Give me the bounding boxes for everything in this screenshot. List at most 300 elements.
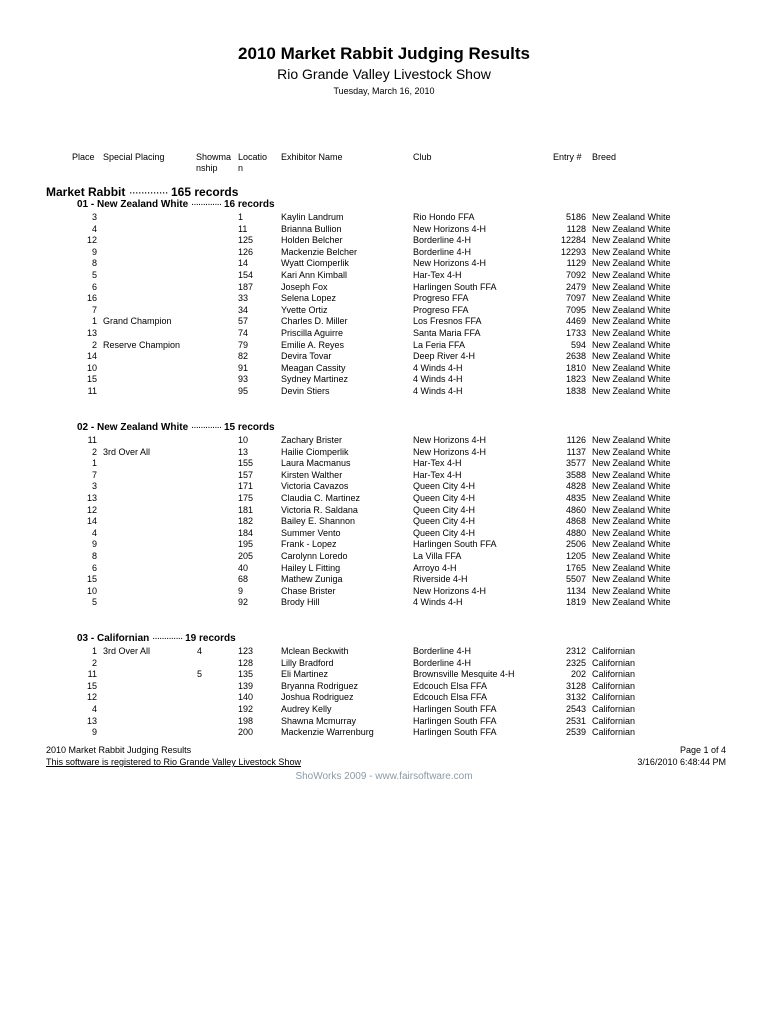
cell-club: Harlingen South FFA [413,281,497,292]
cell-location: 140 [238,692,254,703]
cell-club: New Horizons 4-H [413,446,487,457]
group-count: 19 records [185,633,236,644]
table-row [0,597,768,609]
cell-club: Borderline 4-H [413,235,472,246]
cell-entry: 5507 [565,574,586,585]
cell-entry: 2479 [565,281,586,292]
cell-exhibitor: Kari Ann Kimball [281,270,348,280]
cell-entry: 1733 [565,328,586,338]
cell-exhibitor: Bailey E. Shannon [281,516,356,527]
cell-breed: New Zealand White [592,493,671,503]
cell-location: 187 [238,281,254,292]
cell-entry: 2638 [565,351,586,362]
cell-club: Arroyo 4-H [413,562,457,573]
cell-breed: Californian [592,692,636,703]
cell-club: New Horizons 4-H [413,223,487,234]
cell-exhibitor: Selena Lopez [281,293,337,304]
cell-location: 68 [238,574,249,585]
cell-club: Queen City 4-H [413,504,476,515]
cell-breed: Californian [592,715,636,726]
cell-breed: New Zealand White [592,585,671,596]
cell-showmanship: 4 [196,646,202,656]
cell-place: 2 [91,657,97,668]
cell-entry: 1823 [565,374,586,385]
cell-exhibitor: Summer Vento [281,527,341,538]
cell-exhibitor: Emilie A. Reyes [281,339,345,350]
cell-place: 11 [87,435,97,445]
group-heading [77,422,275,433]
cell-exhibitor: Victoria Cavazos [281,481,349,492]
cell-breed: New Zealand White [592,246,671,257]
cell-entry: 1819 [565,597,586,608]
cell-location: 184 [238,527,254,538]
cell-location: 91 [238,362,249,373]
cell-exhibitor: Audrey Kelly [281,704,332,714]
table-row [0,258,768,270]
cell-entry: 2543 [565,704,586,714]
cell-breed: New Zealand White [592,458,671,469]
table-row [0,551,768,563]
cell-club: Brownsville Mesquite 4-H [413,669,515,680]
table-row [0,470,768,482]
table-row [0,669,768,681]
column-header-entry: Entry # [553,152,582,162]
table-row [0,282,768,294]
table-row [0,247,768,259]
table-row [0,505,768,517]
cell-entry: 12284 [560,235,586,246]
cell-club: Deep River 4-H [413,351,476,362]
table-row [0,681,768,693]
cell-entry: 4828 [565,481,586,492]
cell-breed: New Zealand White [592,516,671,527]
cell-location: 57 [238,316,249,327]
cell-location: 1 [238,212,244,222]
cell-location: 40 [238,562,249,573]
table-row [0,692,768,704]
cell-breed: New Zealand White [592,435,671,445]
cell-breed: New Zealand White [592,258,671,269]
cell-exhibitor: Priscilla Aguirre [281,328,344,338]
cell-location: 205 [238,551,254,561]
column-header-club: Club [413,152,432,162]
category-count: 165 records [171,185,239,199]
category-dots: ············· [128,185,168,199]
cell-exhibitor: Victoria R. Saldana [281,504,358,515]
cell-entry: 1128 [566,223,586,234]
cell-showmanship: 5 [196,669,202,680]
cell-special-placing: 3rd Over All [103,646,151,656]
cell-exhibitor: Bryanna Rodriguez [281,680,359,691]
table-row [0,658,768,670]
cell-club: Santa Maria FFA [413,328,481,338]
cell-entry: 4835 [565,493,586,503]
table-row [0,646,768,658]
cell-exhibitor: Frank - Lopez [281,539,337,550]
cell-place: 6 [91,562,97,573]
cell-breed: New Zealand White [592,504,671,515]
cell-exhibitor: Zachary Brister [281,435,343,445]
cell-breed: Californian [592,680,636,691]
cell-exhibitor: Kirsten Walther [281,469,343,480]
cell-entry: 7092 [565,270,586,280]
cell-place: 6 [91,281,97,292]
cell-exhibitor: Yvette Ortiz [281,304,328,315]
report-title: 2010 Market Rabbit Judging Results [238,44,530,63]
cell-location: 135 [238,669,254,680]
cell-place: 1 [91,646,97,656]
cell-place: 12 [86,692,97,703]
cell-place: 9 [91,246,97,257]
cell-breed: New Zealand White [592,469,671,480]
cell-special-placing: Reserve Champion [103,339,181,350]
table-row [0,458,768,470]
cell-place: 7 [91,304,97,315]
cell-exhibitor: Laura Macmanus [281,458,351,469]
cell-entry: 3132 [565,692,586,703]
cell-entry: 7097 [565,293,586,304]
cell-entry: 1134 [566,585,586,596]
group-heading [77,199,275,210]
cell-place: 3 [91,212,97,222]
cell-place: 9 [91,539,97,550]
group-count: 16 records [224,199,275,210]
cell-location: 123 [238,646,254,656]
cell-location: 198 [238,715,254,726]
category-heading [46,185,238,199]
cell-entry: 1810 [565,362,586,373]
cell-location: 13 [238,446,249,457]
cell-place: 1 [91,458,97,469]
cell-place: 15 [86,680,97,691]
column-header-place: Place [72,152,95,162]
cell-club: Harlingen South FFA [413,704,497,714]
cell-exhibitor: Mclean Beckwith [281,646,349,656]
cell-location: 126 [238,246,254,257]
footer-registration: This software is registered to Rio Grande Valley Livestock Show [46,757,301,767]
cell-breed: New Zealand White [592,212,671,222]
cell-location: 154 [238,270,254,280]
cell-entry: 2539 [565,727,586,738]
table-row [0,386,768,398]
cell-club: Har-Tex 4-H [413,469,462,480]
cell-location: 200 [238,727,254,738]
cell-club: Queen City 4-H [413,527,476,538]
cell-place: 15 [86,574,97,585]
cell-exhibitor: Devira Tovar [281,351,332,362]
cell-entry: 3128 [565,680,586,691]
cell-club: Har-Tex 4-H [413,458,462,469]
report-subtitle: Rio Grande Valley Livestock Show [277,66,491,82]
cell-club: Queen City 4-H [413,516,476,527]
cell-place: 9 [91,727,97,738]
cell-place: 10 [86,585,97,596]
cell-place: 4 [91,527,97,538]
group-name: 03 - Californian [77,633,150,644]
cell-location: 9 [238,585,244,596]
column-header-location: Location [238,152,268,173]
cell-breed: New Zealand White [592,281,671,292]
cell-breed: New Zealand White [592,539,671,550]
table-row [0,328,768,340]
cell-club: 4 Winds 4-H [413,374,463,385]
cell-breed: Californian [592,727,636,738]
cell-breed: New Zealand White [592,362,671,373]
footer-report-name: 2010 Market Rabbit Judging Results [46,745,192,755]
table-row [0,704,768,716]
cell-breed: Californian [592,704,636,714]
cell-breed: New Zealand White [592,316,671,327]
cell-breed: New Zealand White [592,223,671,234]
cell-entry: 1205 [565,551,586,561]
cell-club: Rio Hondo FFA [413,212,475,222]
table-row [0,481,768,493]
cell-location: 195 [238,539,254,550]
cell-exhibitor: Holden Belcher [281,235,343,246]
cell-location: 192 [238,704,254,714]
cell-club: Borderline 4-H [413,246,472,257]
cell-club: Queen City 4-H [413,493,476,503]
cell-breed: Californian [592,646,636,656]
cell-location: 95 [238,386,249,396]
column-header-special-placing: Special Placing [103,152,165,162]
cell-club: Borderline 4-H [413,657,472,668]
cell-entry: 1126 [566,435,586,445]
cell-place: 2 [91,339,97,350]
cell-club: Queen City 4-H [413,481,476,492]
table-row [0,351,768,363]
cell-location: 92 [238,597,249,608]
cell-place: 4 [91,223,97,234]
column-header-exhibitor: Exhibitor Name [281,152,343,162]
cell-location: 11 [238,223,248,234]
cell-club: 4 Winds 4-H [413,386,463,396]
footer-timestamp: 3/16/2010 6:48:44 PM [637,757,726,767]
cell-entry: 1137 [566,446,586,457]
cell-exhibitor: Lilly Bradford [281,657,334,668]
cell-breed: New Zealand White [592,339,671,350]
cell-club: Edcouch Elsa FFA [413,692,488,703]
cell-entry: 1838 [565,386,586,396]
table-row [0,586,768,598]
cell-breed: New Zealand White [592,374,671,385]
table-row [0,224,768,236]
cell-exhibitor: Wyatt Ciomperlik [281,258,349,269]
cell-club: Edcouch Elsa FFA [413,680,488,691]
cell-location: 139 [238,680,254,691]
cell-location: 125 [238,235,254,246]
cell-breed: Californian [592,669,636,680]
cell-club: Borderline 4-H [413,646,472,656]
cell-special-placing: 3rd Over All [103,446,151,457]
cell-entry: 2312 [565,646,586,656]
cell-exhibitor: Mathew Zuniga [281,574,343,585]
table-row [0,212,768,224]
column-header-showmanship: Showmanship [196,152,232,173]
cell-breed: New Zealand White [592,386,671,396]
cell-place: 11 [87,386,97,396]
cell-location: 74 [238,328,249,338]
cell-entry: 2325 [565,657,586,668]
cell-entry: 4860 [565,504,586,515]
cell-entry: 202 [570,669,586,680]
cell-place: 13 [86,715,97,726]
cell-club: Riverside 4-H [413,574,468,585]
cell-place: 5 [91,270,97,280]
cell-breed: New Zealand White [592,481,671,492]
cell-exhibitor: Kaylin Landrum [281,212,344,222]
cell-location: 93 [238,374,249,385]
cell-location: 155 [238,458,254,469]
table-row [0,574,768,586]
cell-club: New Horizons 4-H [413,435,487,445]
category-name: Market Rabbit [46,185,126,199]
group-dots: ············· [190,422,222,433]
cell-exhibitor: Carolynn Loredo [281,551,348,561]
cell-club: Progreso FFA [413,304,469,315]
cell-location: 171 [238,481,254,492]
cell-breed: New Zealand White [592,235,671,246]
cell-exhibitor: Brody Hill [281,597,320,608]
cell-exhibitor: Joshua Rodriguez [281,692,354,703]
report-date: Tuesday, March 16, 2010 [333,86,435,96]
table-row [0,235,768,247]
cell-breed: New Zealand White [592,351,671,362]
cell-club: Harlingen South FFA [413,539,497,550]
cell-exhibitor: Charles D. Miller [281,316,348,327]
table-row [0,539,768,551]
cell-club: Progreso FFA [413,293,469,304]
cell-entry: 1765 [565,562,586,573]
cell-entry: 594 [570,339,586,350]
group-heading [77,633,236,644]
cell-entry: 12293 [560,246,586,257]
cell-entry: 2506 [565,539,586,550]
group-dots: ············· [190,199,222,210]
cell-location: 181 [238,504,254,515]
table-row [0,305,768,317]
cell-exhibitor: Devin Stiers [281,386,330,396]
cell-club: 4 Winds 4-H [413,362,463,373]
cell-exhibitor: Hailie Ciomperlik [281,446,349,457]
footer-page-number: Page 1 of 4 [679,745,726,755]
cell-club: Har-Tex 4-H [413,270,462,280]
table-row [0,316,768,328]
cell-place: 4 [91,704,97,714]
cell-exhibitor: Mackenzie Belcher [281,246,358,257]
table-row [0,528,768,540]
cell-special-placing: Grand Champion [103,316,172,327]
software-watermark: ShoWorks 2009 - www.fairsoftware.com [295,771,473,782]
cell-location: 14 [238,258,249,269]
cell-exhibitor: Chase Brister [281,585,336,596]
cell-place: 5 [91,597,97,608]
cell-entry: 1129 [566,258,586,269]
cell-location: 33 [238,293,249,304]
cell-place: 12 [86,235,97,246]
cell-exhibitor: Claudia C. Martinez [281,493,361,503]
cell-entry: 4880 [565,527,586,538]
cell-entry: 4868 [565,516,586,527]
group-name: 01 - New Zealand White [77,199,189,210]
cell-club: New Horizons 4-H [413,258,487,269]
cell-breed: New Zealand White [592,551,671,561]
cell-place: 14 [86,516,97,527]
cell-club: La Feria FFA [413,339,466,350]
cell-entry: 7095 [565,304,586,315]
table-row [0,727,768,739]
cell-breed: New Zealand White [592,446,671,457]
cell-entry: 3577 [565,458,586,469]
cell-club: Harlingen South FFA [413,715,497,726]
cell-club: Los Fresnos FFA [413,316,482,327]
cell-place: 10 [86,362,97,373]
cell-breed: New Zealand White [592,328,671,338]
cell-entry: 3588 [565,469,586,480]
cell-breed: New Zealand White [592,270,671,280]
cell-location: 182 [238,516,254,527]
table-row [0,493,768,505]
cell-location: 34 [238,304,249,315]
table-row [0,340,768,352]
table-row [0,563,768,575]
cell-place: 12 [86,504,97,515]
cell-club: Harlingen South FFA [413,727,497,738]
cell-breed: New Zealand White [592,304,671,315]
cell-exhibitor: Hailey L Fitting [281,562,341,573]
cell-location: 10 [238,435,249,445]
cell-location: 128 [238,657,254,668]
cell-exhibitor: Sydney Martinez [281,374,349,385]
cell-place: 3 [91,481,97,492]
cell-location: 157 [238,469,254,480]
cell-exhibitor: Mackenzie Warrenburg [281,727,374,738]
table-row [0,447,768,459]
cell-club: La Villa FFA [413,551,462,561]
cell-place: 13 [86,328,97,338]
cell-exhibitor: Eli Martinez [281,669,329,680]
cell-club: New Horizons 4-H [413,585,487,596]
cell-breed: New Zealand White [592,562,671,573]
cell-breed: New Zealand White [592,574,671,585]
cell-place: 11 [87,669,97,680]
cell-location: 79 [238,339,249,350]
table-row [0,516,768,528]
cell-breed: New Zealand White [592,597,671,608]
cell-exhibitor: Brianna Bullion [281,223,342,234]
group-name: 02 - New Zealand White [77,422,189,433]
cell-location: 175 [238,493,254,503]
table-row [0,374,768,386]
cell-breed: New Zealand White [592,527,671,538]
cell-place: 8 [91,551,97,561]
table-row [0,293,768,305]
cell-place: 16 [86,293,97,304]
cell-entry: 4469 [565,316,586,327]
cell-exhibitor: Meagan Cassity [281,362,346,373]
table-row [0,435,768,447]
cell-place: 7 [91,469,97,480]
group-dots: ············· [152,633,183,644]
cell-breed: Californian [592,657,636,668]
cell-club: 4 Winds 4-H [413,597,463,608]
group-count: 15 records [224,422,275,433]
table-row [0,270,768,282]
cell-exhibitor: Joseph Fox [281,281,328,292]
table-row [0,716,768,728]
cell-breed: New Zealand White [592,293,671,304]
cell-place: 15 [86,374,97,385]
